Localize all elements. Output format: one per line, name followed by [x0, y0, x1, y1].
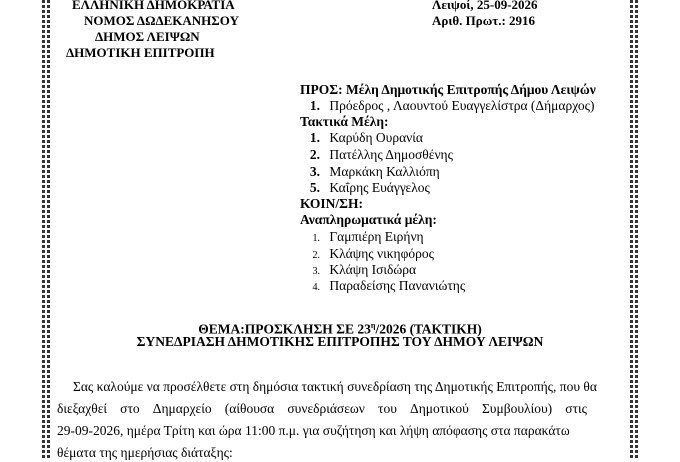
alternate-name: Γαμπιέρη Ειρήνη — [329, 229, 424, 244]
header-prefecture-line: ΝΟΜΟΣ ΔΩΔΕΚΑΝΗΣΟΥ — [84, 13, 239, 28]
body-word: στις — [565, 401, 587, 416]
alternate-number: 3. — [312, 266, 320, 277]
alternate-name: Κλάψη Ισιδώρα — [329, 262, 417, 277]
body-word: στο — [120, 401, 140, 416]
subject-suffix: /2026 (ΤΑΚΤΙΚΗ) — [375, 321, 482, 337]
president-text: Πρόεδρος , Λαουντού Ευαγγελίστρα (Δήμαρχος) — [329, 98, 595, 113]
body-word: διεξαχθεί — [57, 401, 108, 416]
body-word: συνεδριάσεων — [287, 401, 365, 416]
subject-prefix: ΘΕΜΑ:ΠΡΟΣΚΛΗΣΗ ΣΕ 23 — [198, 321, 371, 337]
recipients-to — [300, 82, 596, 98]
member-number: 3. — [309, 164, 320, 179]
alternate-number: 1. — [312, 233, 320, 244]
regular-members-label: Τακτικά Μέλη: — [300, 114, 389, 129]
member-number: 1. — [309, 130, 320, 145]
header-committee-line: ΔΗΜΟΤΙΚΗ ΕΠΙΤΡΟΠΗ — [66, 45, 215, 60]
body-line-2 — [57, 401, 587, 418]
page-border-left — [42, 0, 50, 460]
member-name: Καΐρης Ευάγγελος — [329, 180, 430, 195]
body-word: Δημαρχείο — [152, 401, 212, 416]
president-item — [306, 98, 595, 114]
header-municipality-line: ΔΗΜΟΣ ΛΕΙΨΩΝ — [95, 29, 200, 44]
page-border-right — [630, 0, 638, 460]
alternate-name: Κλάψης νικηφόρος — [329, 246, 434, 261]
alternate-members-label: Αναπληρωματικά μέλη: — [300, 212, 437, 227]
member-number: 5. — [309, 180, 320, 195]
alternate-member-item — [306, 278, 465, 296]
body-line-3: 29-09-2026, ημέρα Τρίτη και ώρα 11:00 π.μ. για συζήτηση και λήψη απόφασης στα παρακάτω — [57, 423, 570, 438]
regular-member-item — [306, 164, 440, 180]
body-line-1: Σας καλούμε να προσέλθετε στη δημόσια τακτική συνεδρίαση της Δημοτικής Επιτροπής, που θα — [73, 379, 597, 394]
member-number: 2. — [309, 147, 320, 162]
body-word: (αίθουσα — [224, 401, 275, 416]
alternate-name: Παραδείσης Πανανιώτης — [329, 278, 466, 293]
to-text: Μέλη Δημοτικής Επιτροπής Δήμου Λειψών — [345, 82, 596, 97]
regular-member-item — [306, 180, 430, 196]
koin-label: ΚΟΙΝ/ΣΗ: — [300, 196, 363, 211]
alternate-number: 2. — [312, 250, 320, 261]
subject-superscript: η — [370, 321, 376, 330]
header-authority-line: ΕΛΛΗΝΙΚΗ ΔΗΜΟΚΡΑΤΙΑ — [72, 0, 235, 12]
header-protocol-number: Αριθ. Πρωτ.: 2916 — [432, 13, 536, 28]
regular-member-item — [306, 147, 453, 163]
alternate-member-item — [306, 229, 424, 247]
regular-member-item — [306, 130, 423, 146]
body-word: Συμβουλίου) — [481, 401, 553, 416]
body-word: Δημοτικού — [410, 401, 469, 416]
subject-line-2: ΣΥΝΕΔΡΙΑΣΗ ΔΗΜΟΤΙΚΗΣ ΕΠΙΤΡΟΠΗΣ ΤΟΥ ΔΗΜΟΥ ΛΕΙΨΩΝ — [136, 334, 544, 349]
body-word: του — [378, 401, 397, 416]
member-name: Πατέλλης Δημοσθένης — [329, 147, 453, 162]
member-name: Καρύδη Ουρανία — [329, 130, 423, 145]
president-number: 1. — [309, 98, 320, 113]
to-label: ΠΡΟΣ: — [300, 82, 343, 97]
member-name: Μαρκάκη Καλλιόπη — [329, 164, 440, 179]
body-line-4: θέματα της ημερήσιας διάταξης: — [57, 445, 233, 460]
alternate-number: 4. — [312, 282, 320, 293]
header-date: Λειψοί, 25-09-2026 — [432, 0, 538, 12]
